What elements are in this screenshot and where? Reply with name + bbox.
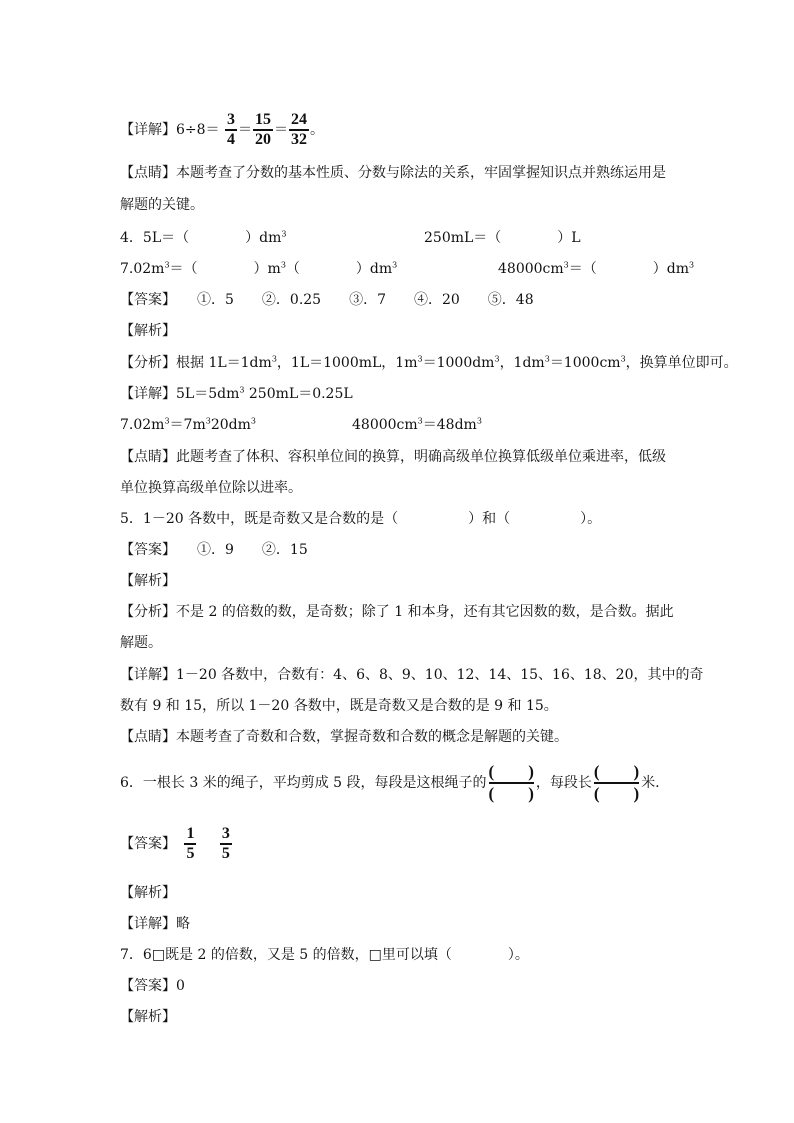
- q4-analysis-label: 【解析】: [120, 323, 176, 339]
- fraction-denominator: 5: [221, 845, 230, 862]
- q3-fraction-3: [289, 111, 309, 149]
- text-segment: 6．一根长 3 米的绳子，平均剪成 5 段，每段是这根绳子的: [120, 775, 487, 791]
- text-segment: ＝1000cm: [549, 355, 621, 371]
- q4-q1: 4．5L＝（ ）dm: [120, 230, 282, 246]
- text-segment: ＝48dm: [422, 417, 477, 433]
- fraction-denominator: 32: [291, 131, 307, 148]
- superscript: 3: [563, 260, 569, 270]
- fraction-denominator: ( ): [488, 784, 534, 803]
- q4-comment-line-2: 单位换算高级单位除以进率。: [120, 480, 302, 496]
- text-segment: ，1dm: [499, 355, 545, 371]
- q5-comment: 【点睛】本题考查了奇数和合数，掌握奇数和合数的概念是解题的关键。: [120, 729, 568, 745]
- text-segment: ＝7m: [169, 417, 206, 433]
- superscript: 3: [164, 260, 170, 270]
- q4-q3-blank: ＝（ ）m: [169, 261, 281, 277]
- text-segment: 48000cm: [352, 417, 418, 433]
- fraction-numerator: ( ): [593, 762, 640, 781]
- equals-sign: ＝: [238, 122, 252, 138]
- text-segment: ＝1000dm: [422, 355, 495, 371]
- q3-detail-line: [120, 110, 324, 150]
- q4-question-row-1-right: 250mL＝（ ）L: [424, 230, 581, 246]
- superscript: 3: [620, 354, 626, 364]
- q7-question: 7．6□既是 2 的倍数，又是 5 的倍数，□里可以填（ ）。: [120, 947, 529, 963]
- q6-answer-fraction-2: [220, 825, 232, 863]
- q6-blank-fraction-2: [594, 762, 639, 804]
- q5-detail-line-1: 【详解】1－20 各数中，合数有：4、6、8、9、10、12、14、15、16、18、20，其中的奇: [120, 667, 704, 683]
- q4-detail-line-2-right: [352, 415, 482, 435]
- q4-q4-blank: （ ）dm: [285, 261, 393, 277]
- q6-answer-fraction-1: [184, 825, 196, 863]
- q6-analysis-label: 【解析】: [120, 885, 176, 901]
- superscript: 3: [392, 260, 398, 270]
- fraction-numerator: ( ): [488, 762, 534, 781]
- text-segment: ，换算单位即可。: [625, 355, 738, 371]
- text-segment: 250mL＝0.25L: [244, 386, 353, 402]
- q4-question-row-2-right: [498, 259, 694, 279]
- fraction-denominator: ( ): [593, 784, 640, 803]
- superscript: 3: [417, 416, 423, 426]
- q6-answer: [120, 822, 233, 866]
- superscript: 3: [417, 354, 423, 364]
- fraction-numerator: 3: [221, 825, 230, 842]
- superscript: 3: [239, 385, 245, 395]
- q3-comment-line-2: 解题的关键。: [120, 197, 204, 213]
- superscript: 3: [250, 416, 256, 426]
- fraction-denominator: 20: [255, 131, 271, 148]
- superscript: 3: [476, 416, 482, 426]
- text-segment: 【分析】根据 1L＝1dm: [120, 355, 272, 371]
- q4-comment-line-1: 【点睛】此题考查了体积、容积单位间的换算，明确高级单位换算低级单位乘进率，低级: [120, 449, 666, 465]
- q4-q5-blank: ＝（ ）dm: [568, 261, 689, 277]
- q4-question-row-2-left: [120, 259, 397, 279]
- text-segment: 米.: [641, 775, 660, 791]
- fraction-denominator: 4: [227, 131, 235, 148]
- q5-question: 5．1－20 各数中，既是奇数又是合数的是（ ）和（ ）。: [120, 511, 602, 527]
- period: 。: [310, 122, 324, 138]
- q5-analysis-label: 【解析】: [120, 573, 176, 589]
- q3-detail-expr: 6÷8＝: [176, 122, 220, 138]
- superscript: 3: [271, 354, 277, 364]
- text-segment: 7.02m: [120, 417, 165, 433]
- q4-question-row-1-left: [120, 228, 286, 248]
- q5-answer: 【答案】 ①．9 ②．15: [120, 542, 308, 558]
- fraction-numerator: 3: [227, 111, 235, 128]
- text-segment: ，1L＝1000mL，1m: [276, 355, 418, 371]
- q3-detail-label: 【详解】: [120, 122, 176, 138]
- q4-fenxi: [120, 353, 738, 373]
- q4-answer: 【答案】 ①．5 ②．0.25 ③．7 ④．20 ⑤．48: [120, 292, 534, 308]
- fraction-numerator: 1: [186, 825, 195, 842]
- superscript: 3: [164, 416, 170, 426]
- superscript: 3: [281, 229, 287, 239]
- q6-blank-fraction-1: [489, 762, 534, 804]
- text-segment: 20dm: [210, 417, 251, 433]
- superscript: 3: [494, 354, 500, 364]
- q6-question: [120, 760, 660, 806]
- answer-label: 【答案】: [120, 836, 176, 852]
- fraction-numerator: 15: [255, 111, 271, 128]
- q3-fraction-2: [253, 111, 273, 149]
- q5-fenxi-line-1: 【分析】不是 2 的倍数的数，是奇数；除了 1 和本身，还有其它因数的数，是合数。据此: [120, 604, 674, 620]
- superscript: 3: [280, 260, 286, 270]
- q4-q3-value: 7.02m: [120, 261, 165, 277]
- q5-detail-line-2: 数有 9 和 15，所以 1－20 各数中，既是奇数又是合数的是 9 和 15。: [120, 698, 558, 714]
- q7-analysis-label: 【解析】: [120, 1009, 176, 1025]
- fraction-numerator: 24: [291, 111, 307, 128]
- q3-comment-line-1: 【点睛】本题考查了分数的基本性质、分数与除法的关系，牢固掌握知识点并熟练运用是: [120, 165, 666, 181]
- q7-answer: 【答案】0: [120, 978, 185, 994]
- q4-detail-line-1: [120, 384, 353, 404]
- superscript: 3: [205, 416, 211, 426]
- q5-fenxi-line-2: 解题。: [120, 635, 162, 651]
- text-segment: 【详解】5L＝5dm: [120, 386, 240, 402]
- q4-q5-value: 48000cm: [498, 261, 564, 277]
- q4-detail-line-2: [120, 415, 256, 435]
- fraction-denominator: 5: [186, 845, 195, 862]
- superscript: 3: [689, 260, 695, 270]
- q3-fraction-1: [225, 111, 237, 149]
- text-segment: ，每段长: [535, 775, 592, 791]
- superscript: 3: [544, 354, 550, 364]
- q6-detail: 【详解】略: [120, 916, 190, 932]
- equals-sign: ＝: [274, 122, 288, 138]
